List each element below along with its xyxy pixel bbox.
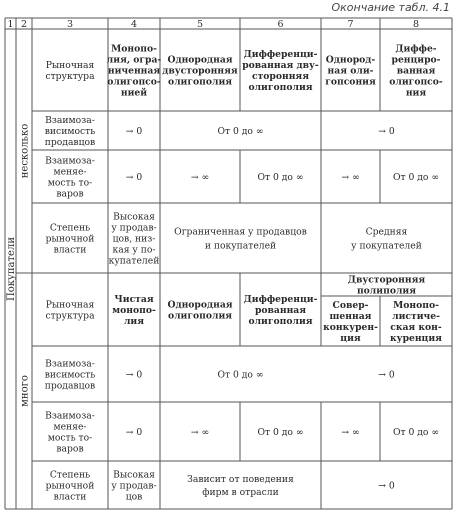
cell-value: Высокая у продав-цов, низ-кая у по-купателей — [108, 211, 160, 267]
cell-value: → 0 — [125, 426, 143, 438]
buyers-label: Покупатели — [6, 237, 17, 301]
row-label-substitutability: Взаимоза-меняе-мость то-варов — [45, 410, 95, 455]
cell-value: От 0 до ∞ — [217, 369, 264, 381]
cell-value: Средняя у покупателей — [351, 226, 422, 252]
header-col-1: 1 — [7, 18, 14, 30]
row-label-seller-interdependence: Взаимоза-висимость продавцов — [44, 358, 96, 392]
cell-value: От 0 до ∞ — [392, 171, 440, 183]
cell-value: От 0 до ∞ — [257, 426, 304, 438]
cell-value: → ∞ — [341, 426, 360, 438]
header-col-5: 5 — [196, 18, 204, 30]
cell-homog-bilateral-oligopoly: Однородная двусторонняя олигополия — [162, 54, 238, 88]
cell-diff-oligopoly: Дифференци-рованная олигополия — [243, 293, 318, 327]
header-col-6: 6 — [277, 18, 284, 30]
cell-value: → 0 — [378, 480, 395, 492]
cell-value: → 0 — [125, 171, 143, 183]
row-label-market-structure: Рыночная структура — [45, 299, 95, 322]
cell-value: → ∞ — [190, 171, 210, 183]
cell-value: От 0 до ∞ — [392, 426, 440, 438]
cell-value: → 0 — [378, 125, 395, 137]
header-col-8: 8 — [412, 18, 420, 30]
cell-monopolistic-competition: Монопо-листиче-ская кон-куренция — [390, 299, 442, 344]
header-col-3: 3 — [66, 18, 74, 30]
cell-value: → ∞ — [341, 171, 360, 183]
cell-value: → ∞ — [190, 426, 210, 438]
header-col-7: 7 — [347, 18, 354, 30]
cell-homog-oligopsony: Однород-ная оли-гопсония — [325, 54, 376, 88]
group-label-several: несколько — [19, 123, 31, 179]
cell-value: → 0 — [125, 369, 143, 381]
cell-value: → 0 — [125, 125, 143, 137]
cell-bilateral-polypoly: Двусторонняя полиполия — [347, 274, 426, 297]
cell-value: От 0 до ∞ — [257, 171, 304, 183]
cell-diff-oligopsony: Диффе-ренциро-ванная олигопсо-ния — [389, 43, 443, 99]
row-label-market-structure: Рыночная структура — [45, 59, 95, 82]
cell-value: Высокая у продав-цов — [111, 469, 157, 503]
cell-monopoly-oligopsony: Монопо-лия, огра-ниченная олигопсо-нией — [106, 43, 162, 99]
table-caption: Окончание табл. 4.1 — [331, 1, 450, 14]
cell-value: → 0 — [378, 369, 395, 381]
cell-diff-bilateral-oligopoly: Дифференци-рованная дву-сторонняя олигополия — [242, 48, 319, 93]
cell-pure-monopoly: Чистая монопо-лия — [112, 293, 156, 327]
cell-value: От 0 до ∞ — [217, 125, 264, 137]
group-label-many: много — [19, 375, 31, 407]
cell-homog-oligopoly: Однородная олигополия — [167, 299, 233, 322]
cell-value: Ограниченная у продавцов и покупателей — [174, 226, 307, 252]
header-col-2: 2 — [20, 18, 28, 30]
cell-value: Зависит от поведения фирм в отрасли — [187, 473, 294, 498]
cell-perfect-competition: Совер-шенная конкурен-ция — [323, 299, 378, 344]
row-label-seller-interdependence: Взаимоза-висимость продавцов — [44, 114, 96, 148]
row-label-market-power: Степень рыночной власти — [45, 469, 95, 503]
row-label-market-power: Степень рыночной власти — [45, 222, 95, 256]
row-label-substitutability: Взаимоза-меняе-мость то-варов — [45, 155, 95, 200]
header-col-4: 4 — [130, 18, 138, 30]
